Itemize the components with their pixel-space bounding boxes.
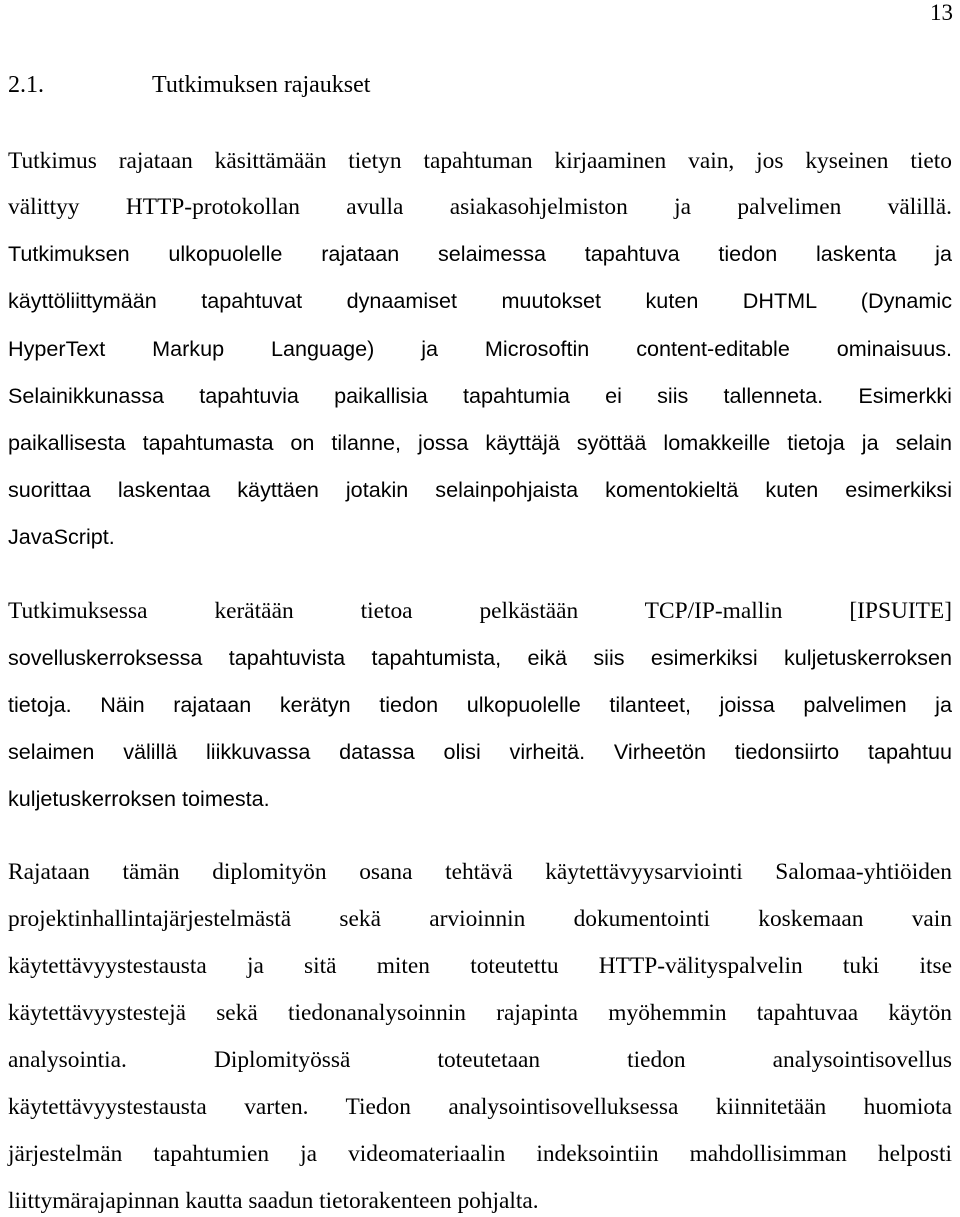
text-line: kuljetuskerroksen toimesta.: [8, 786, 270, 811]
text-line: Selainikkunassa tapahtuvia paikallisia tapahtumia ei siis tallenneta. Esimerkki: [8, 383, 952, 408]
text-line: käytettävyystestejä sekä tiedonanalysoinnin rajapinta myöhemmin tapahtuvaa käytön: [8, 1000, 952, 1026]
text-line: paikallisesta tapahtumasta on tilanne, jossa käyttäjä syöttää lomakkeille tietoja ja selain: [8, 430, 952, 455]
text-line: käytettävyystestausta ja sitä miten toteutettu HTTP-välityspalvelin tuki itse: [8, 953, 952, 979]
page-number: 13: [930, 0, 953, 25]
text-line: Rajataan tämän diplomityön osana tehtävä käytettävyysarviointi Salomaa-yhtiöiden: [8, 859, 952, 885]
section-title: Tutkimuksen rajaukset: [152, 72, 371, 98]
text-line: JavaScript.: [8, 524, 115, 549]
text-line: välittyy HTTP-protokollan avulla asiakasohjelmiston ja palvelimen välillä.: [8, 194, 952, 220]
text-line: käytettävyystestausta varten. Tiedon analysointisovelluksessa kiinnitetään huomiota: [8, 1094, 952, 1120]
section-number: 2.1.: [8, 72, 44, 98]
section-heading: [8, 70, 370, 100]
text-line: projektinhallintajärjestelmästä sekä arvioinnin dokumentointi koskemaan vain: [8, 906, 952, 932]
text-line: HyperText Markup Language) ja Microsoftin content-editable ominaisuus.: [8, 336, 952, 361]
text-line: käyttöliittymään tapahtuvat dynaamiset muutokset kuten DHTML (Dynamic: [8, 288, 952, 313]
text-line: liittymärajapinnan kautta saadun tietorakenteen pohjalta.: [8, 1188, 539, 1214]
text-line: suorittaa laskentaa käyttäen jotakin selainpohjaista komentokieltä kuten esimerkiksi: [8, 477, 952, 502]
text-line: Tutkimuksen ulkopuolelle rajataan selaimessa tapahtuva tiedon laskenta ja: [8, 241, 952, 266]
text-line: Tutkimus rajataan käsittämään tietyn tapahtuman kirjaaminen vain, jos kyseinen tieto: [8, 148, 952, 174]
text-line: järjestelmän tapahtumien ja videomateriaalin indeksointiin mahdollisimman helposti: [8, 1141, 952, 1167]
text-line: tietoja. Näin rajataan kerätyn tiedon ulkopuolelle tilanteet, joissa palvelimen ja: [8, 692, 952, 717]
text-line: analysointia. Diplomityössä toteutetaan tiedon analysointisovellus: [8, 1047, 952, 1073]
text-line: Tutkimuksessa kerätään tietoa pelkästään TCP/IP-mallin [IPSUITE]: [8, 598, 952, 624]
text-line: selaimen välillä liikkuvassa datassa olisi virheitä. Virheetön tiedonsiirto tapahtuu: [8, 739, 952, 764]
text-line: sovelluskerroksessa tapahtuvista tapahtumista, eikä siis esimerkiksi kuljetuskerroksen: [8, 645, 952, 670]
